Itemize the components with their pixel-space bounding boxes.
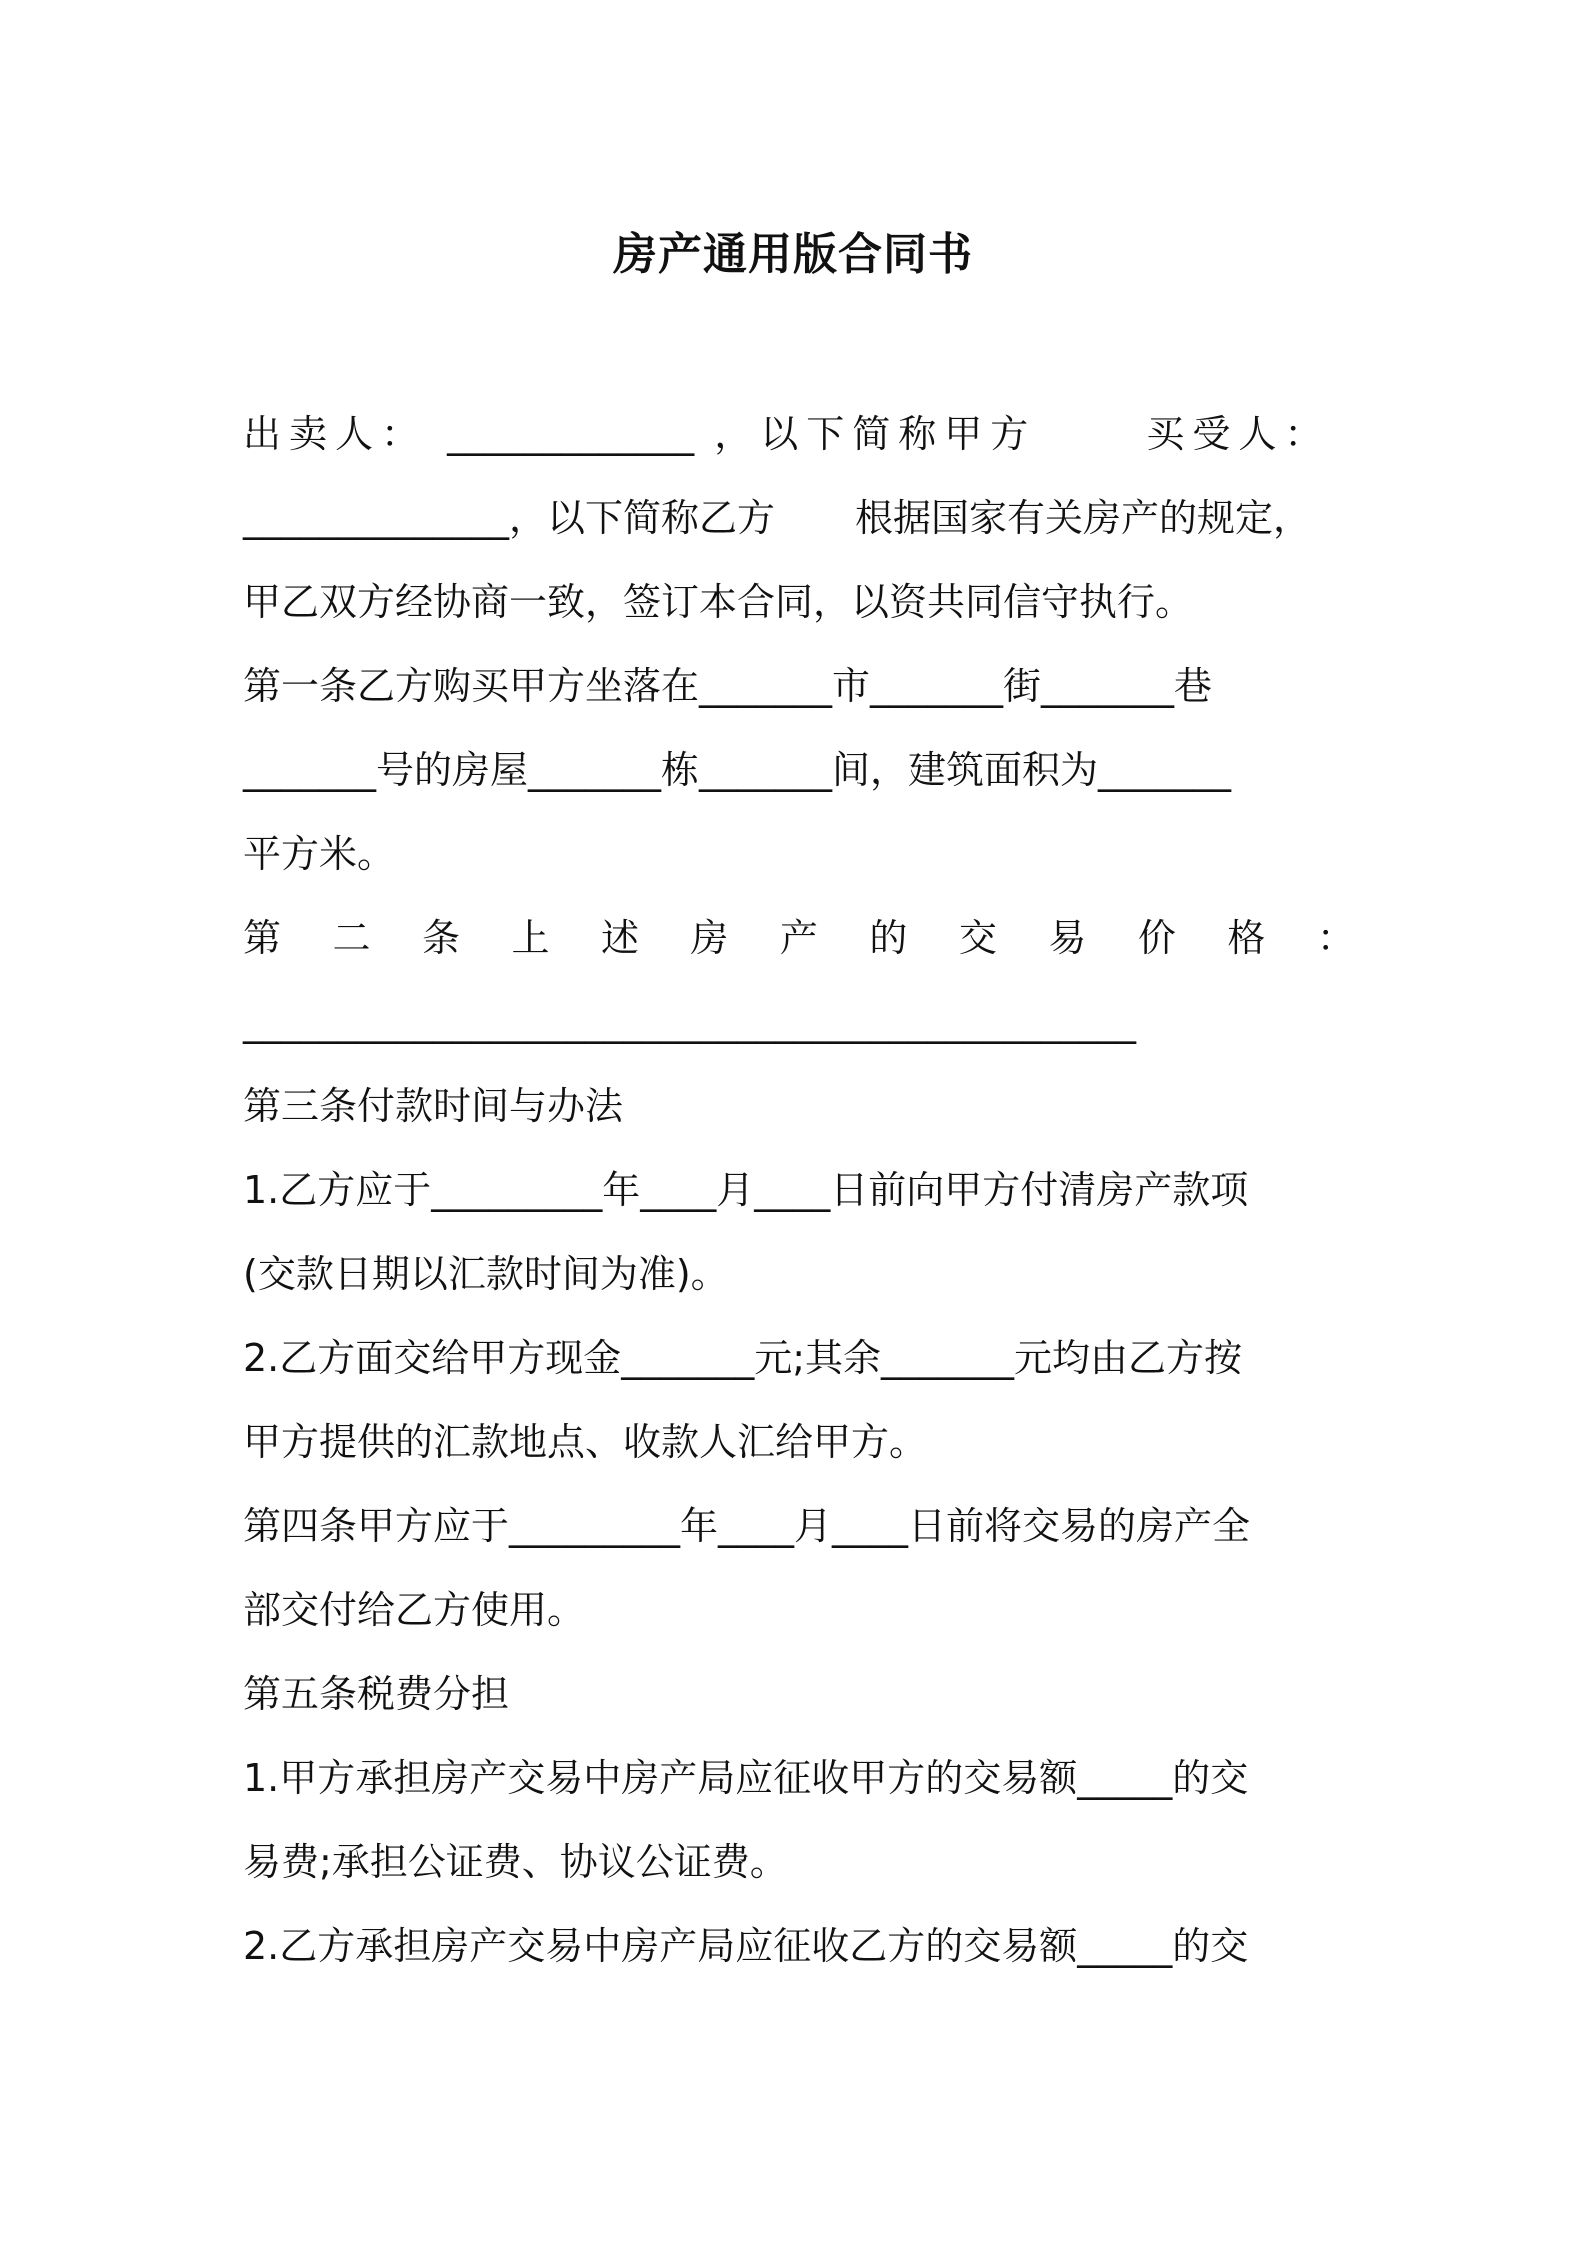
article2-char: 格	[1227, 916, 1266, 960]
seller-blank: _____________	[447, 412, 695, 456]
article5-item1-line-2: 易费;承担公证费、协议公证费。	[243, 1840, 788, 1884]
article1-line-1: 第一条乙方购买甲方坐落在_______市_______街_______巷	[243, 664, 1213, 708]
seller-label: 出卖人：	[243, 412, 428, 456]
agreement-line: 甲乙双方经协商一致，签订本合同，以资共同信守执行。	[243, 580, 1194, 624]
buyer-blank: ______________	[243, 496, 509, 540]
seller-suffix: ，以下简称甲方	[714, 412, 1037, 456]
article1-line-2: _______号的房屋_______栋_______间，建筑面积为_______	[243, 748, 1232, 792]
article4-line-1: 第四条甲方应于_________年____月____日前将交易的房产全	[243, 1504, 1251, 1548]
intro-line-1	[243, 412, 1355, 456]
article2-char: 价	[1137, 916, 1176, 960]
article2-heading	[243, 916, 1355, 960]
article2-char: 产	[779, 916, 818, 960]
article2-char: 的	[869, 916, 908, 960]
article2-char: 交	[958, 916, 997, 960]
article3-item2-line-2: 甲方提供的汇款地点、收款人汇给甲方。	[243, 1420, 928, 1464]
article2-char: 二	[332, 916, 371, 960]
article2-char: 述	[600, 916, 639, 960]
article3-item1-line-1: 1.乙方应于_________年____月____日前向甲方付清房产款项	[243, 1168, 1249, 1212]
article2-char: 易	[1048, 916, 1087, 960]
article5-heading: 第五条税费分担	[243, 1672, 510, 1716]
document-title: 房产通用版合同书	[613, 229, 973, 280]
article5-item1-line-1: 1.甲方承担房产交易中房产局应征收甲方的交易额_____的交	[243, 1756, 1249, 1800]
buyer-suffix: ，以下简称乙方	[509, 496, 776, 540]
article2-price-blank: _______________________________________________	[243, 1000, 1136, 1044]
buyer-label: 买受人：	[1146, 412, 1331, 456]
article3-item2-line-1: 2.乙方面交给甲方现金_______元;其余_______元均由乙方按	[243, 1336, 1243, 1380]
article2-char: 条	[421, 916, 460, 960]
article2-char: 房	[690, 916, 729, 960]
article5-item2-line-1: 2.乙方承担房产交易中房产局应征收乙方的交易额_____的交	[243, 1924, 1249, 1968]
intro-line-2	[243, 496, 1355, 540]
article3-heading: 第三条付款时间与办法	[243, 1084, 624, 1128]
article4-line-2: 部交付给乙方使用。	[243, 1588, 586, 1632]
article1-line-3: 平方米。	[243, 832, 396, 876]
article3-item1-line-2: (交款日期以汇款时间为准)。	[243, 1252, 729, 1296]
article2-char: ：	[1316, 916, 1355, 960]
article2-char: 上	[511, 916, 550, 960]
article2-char: 第	[243, 916, 282, 960]
basis-text: 根据国家有关房产的规定，	[855, 496, 1312, 540]
